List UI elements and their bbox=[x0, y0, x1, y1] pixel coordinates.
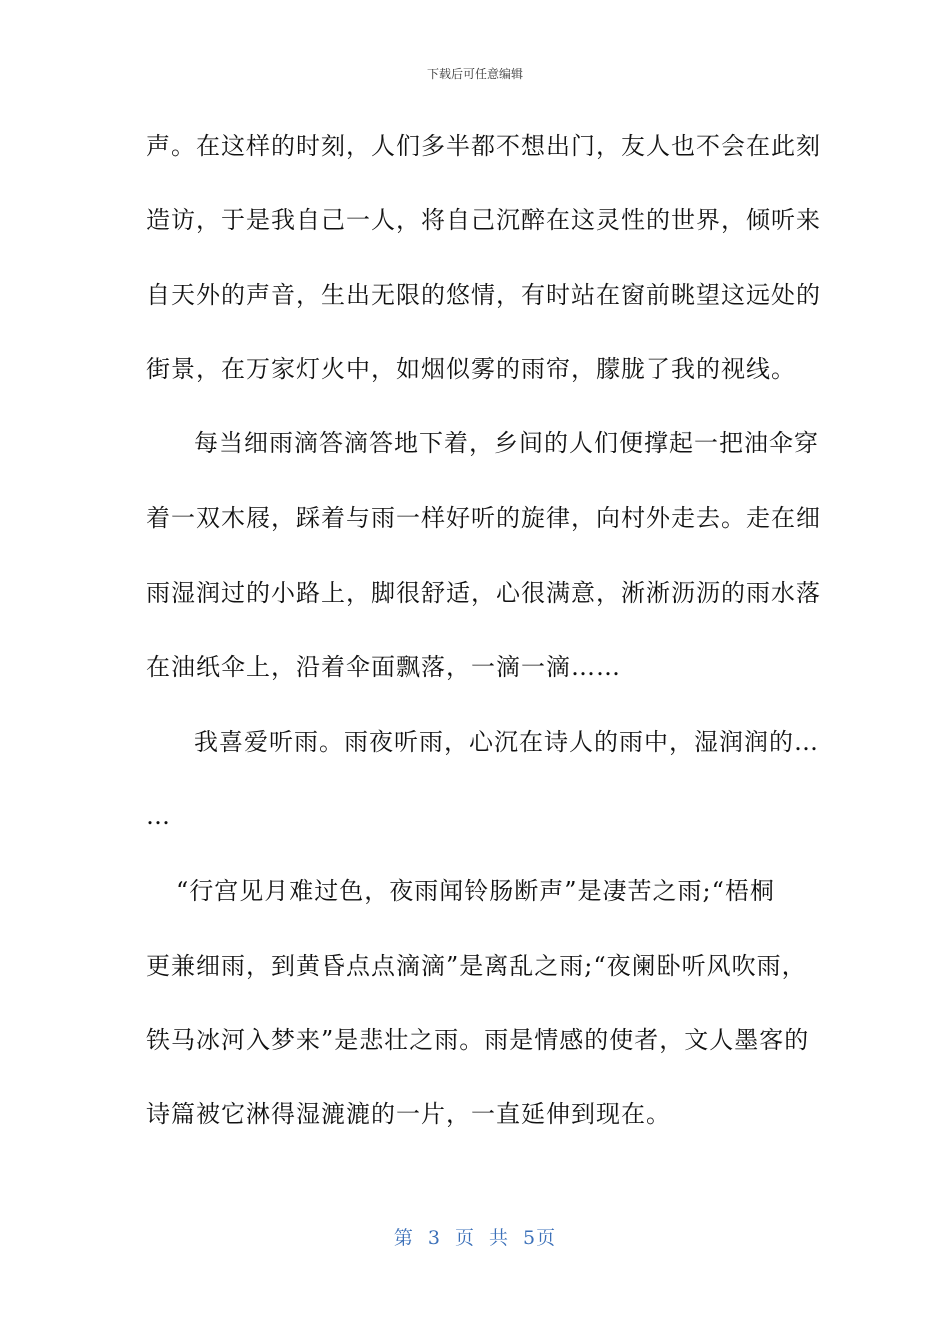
text-line: 声。在这样的时刻，人们多半都不想出门，友人也不会在此刻 bbox=[146, 132, 821, 160]
text-line: 自天外的声音，生出无限的悠情，有时站在窗前眺望这远处的 bbox=[146, 281, 821, 309]
text-line: 铁马冰河入梦来”是悲壮之雨。雨是情感的使者，文人墨客的 bbox=[146, 1026, 810, 1054]
footer-total-label: 共 bbox=[489, 1227, 510, 1249]
text-line: 街景，在万家灯火中，如烟似雾的雨帘，朦胧了我的视线。 bbox=[146, 355, 796, 383]
text-line: 每当细雨滴答滴答地下着，乡间的人们便撑起一把油伞穿 bbox=[194, 429, 819, 457]
text-line: 雨湿润过的小路上，脚很舒适，心很满意，淅淅沥沥的雨水落 bbox=[146, 579, 821, 607]
text-line: … bbox=[146, 802, 171, 830]
footer-total: 5页 bbox=[523, 1227, 557, 1249]
page-number-footer bbox=[0, 1226, 950, 1250]
footer-page-number: 3 bbox=[427, 1227, 441, 1249]
text-line: “行宫见月难过色，夜雨闻铃肠断声”是凄苦之雨;“梧桐 bbox=[176, 877, 775, 905]
text-line: 更兼细雨，到黄昏点点滴滴”是离乱之雨;“夜阑卧听风吹雨， bbox=[146, 952, 807, 980]
text-line: 诗篇被它淋得湿漉漉的一片，一直延伸到现在。 bbox=[146, 1100, 671, 1128]
page-header: 下载后可任意编辑 bbox=[426, 67, 523, 81]
text-line: 着一双木屐，踩着与雨一样好听的旋律，向村外走去。走在细 bbox=[146, 504, 821, 532]
text-line: 我喜爱听雨。雨夜听雨，心沉在诗人的雨中，湿润润的… bbox=[194, 728, 819, 756]
footer-prefix: 第 bbox=[393, 1227, 414, 1249]
text-line: 在油纸伞上，沿着伞面飘落，一滴一滴…… bbox=[146, 653, 621, 681]
footer-page-word: 页 bbox=[454, 1227, 475, 1249]
text-line: 造访，于是我自己一人，将自己沉醉在这灵性的世界，倾听来 bbox=[146, 206, 821, 234]
